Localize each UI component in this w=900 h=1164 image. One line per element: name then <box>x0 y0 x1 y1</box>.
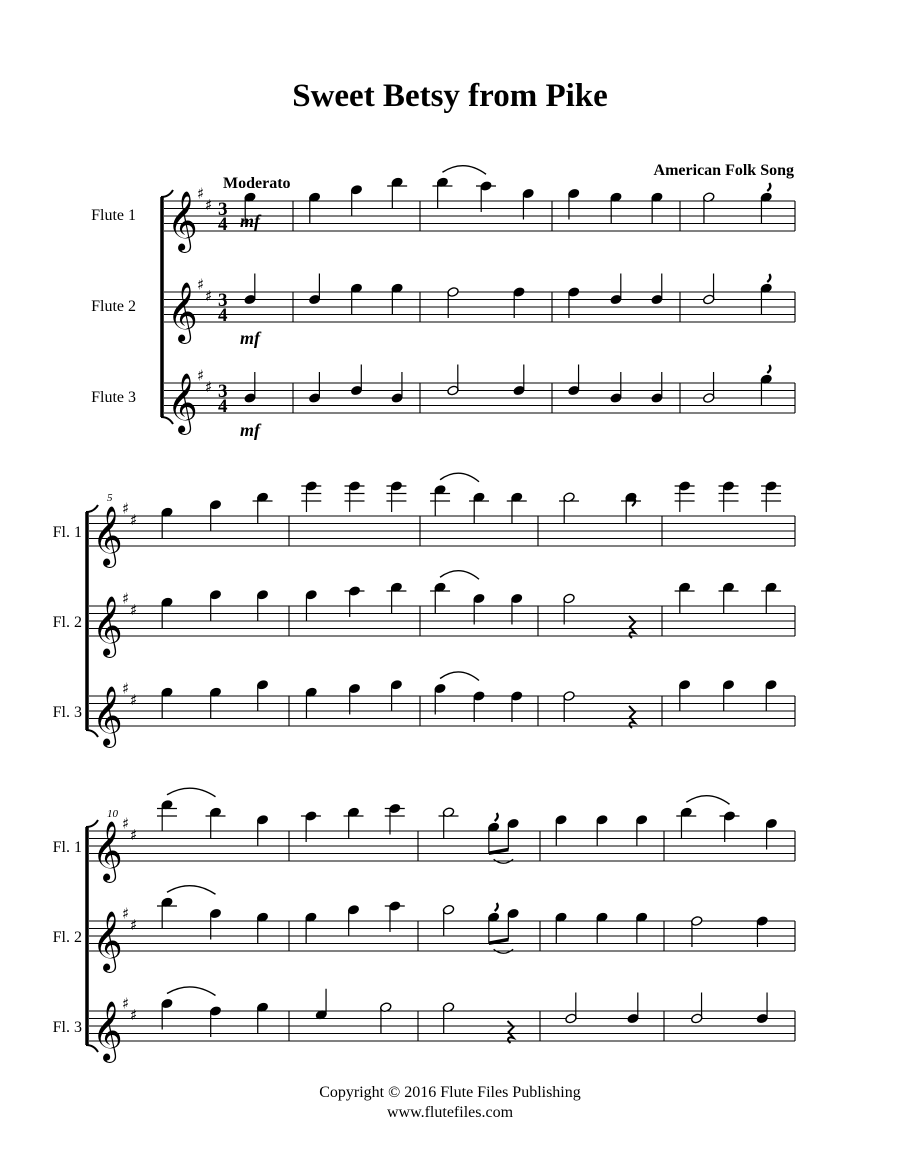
eighth-beam <box>489 940 509 944</box>
key-sharp-icon: ♯ <box>122 499 130 518</box>
time-signature: 4 <box>218 396 228 417</box>
slur <box>167 886 216 895</box>
key-sharp-icon: ♯ <box>130 825 138 844</box>
slur <box>686 796 729 805</box>
treble-clef-icon: 𝄞 <box>92 821 123 881</box>
quarter-rest <box>629 706 635 728</box>
dynamic-marking: mf <box>240 328 260 348</box>
key-sharp-icon: ♯ <box>122 904 130 923</box>
key-sharp-icon: ♯ <box>130 510 138 529</box>
website-text: www.flutefiles.com <box>386 1104 514 1121</box>
breath-mark <box>767 365 770 373</box>
quarter-rest <box>629 616 635 638</box>
slur <box>167 987 216 996</box>
key-sharp-icon: ♯ <box>122 814 130 833</box>
breath-mark <box>495 813 498 821</box>
slur <box>440 473 479 482</box>
staff-label: Flute 1 <box>91 207 136 224</box>
dynamic-marking: mf <box>240 420 260 440</box>
key-sharp-icon: ♯ <box>130 915 138 934</box>
staff-label: Fl. 2 <box>52 929 82 946</box>
tempo-marking: Moderato <box>223 175 291 192</box>
treble-clef-icon: 𝄞 <box>167 373 198 433</box>
staff-label: Fl. 1 <box>52 839 82 856</box>
treble-clef-icon: 𝄞 <box>92 1001 123 1061</box>
key-sharp-icon: ♯ <box>205 195 213 214</box>
copyright-text: Copyright © 2016 Flute Files Publishing <box>319 1084 581 1101</box>
staff-label: Fl. 1 <box>52 524 82 541</box>
key-sharp-icon: ♯ <box>197 184 205 203</box>
breath-mark <box>767 183 770 191</box>
composer-credit: American Folk Song <box>653 162 794 179</box>
key-sharp-icon: ♯ <box>130 1005 138 1024</box>
page-title: Sweet Betsy from Pike <box>292 78 608 114</box>
key-sharp-icon: ♯ <box>197 366 205 385</box>
time-signature: 3 <box>218 381 228 402</box>
staff-label: Fl. 2 <box>52 614 82 631</box>
key-sharp-icon: ♯ <box>122 679 130 698</box>
key-sharp-icon: ♯ <box>130 690 138 709</box>
dynamic-marking: mf <box>240 211 260 231</box>
staff-label: Flute 2 <box>91 298 136 315</box>
slur <box>167 788 216 797</box>
key-sharp-icon: ♯ <box>122 589 130 608</box>
measure-number: 10 <box>107 808 118 820</box>
staff-label: Fl. 3 <box>52 1019 82 1036</box>
treble-clef-icon: 𝄞 <box>167 282 198 342</box>
key-sharp-icon: ♯ <box>205 286 213 305</box>
key-sharp-icon: ♯ <box>122 994 130 1013</box>
time-signature: 3 <box>218 290 228 311</box>
treble-clef-icon: 𝄞 <box>92 911 123 971</box>
quarter-rest <box>508 1021 514 1043</box>
breath-mark <box>495 903 498 911</box>
key-sharp-icon: ♯ <box>197 275 205 294</box>
treble-clef-icon: 𝄞 <box>92 596 123 656</box>
key-sharp-icon: ♯ <box>205 377 213 396</box>
treble-clef-icon: 𝄞 <box>92 686 123 746</box>
time-signature: 3 <box>218 199 228 220</box>
measure-number: 5 <box>107 492 113 504</box>
breath-mark <box>767 274 770 282</box>
treble-clef-icon: 𝄞 <box>167 191 198 251</box>
slur <box>440 672 479 681</box>
slur <box>440 571 479 580</box>
time-signature: 4 <box>218 305 228 326</box>
staff-label: Fl. 3 <box>52 704 82 721</box>
time-signature: 4 <box>218 214 228 235</box>
key-sharp-icon: ♯ <box>130 600 138 619</box>
staff-label: Flute 3 <box>91 389 136 406</box>
eighth-beam <box>489 850 509 854</box>
slur <box>442 166 486 175</box>
treble-clef-icon: 𝄞 <box>92 506 123 566</box>
